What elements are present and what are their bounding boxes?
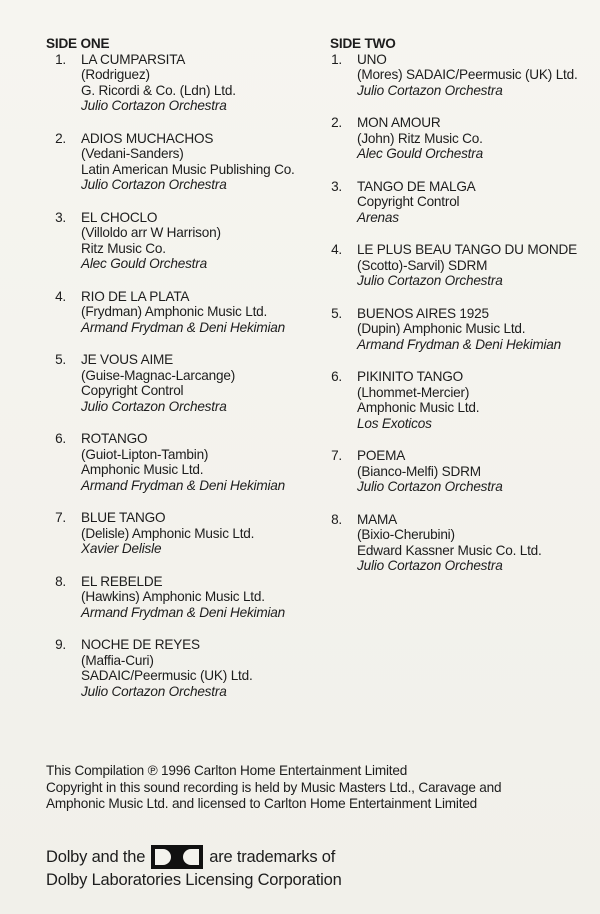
track-credit-line: (Bianco-Melfi) SDRM bbox=[357, 463, 481, 479]
track-number: 2. bbox=[331, 115, 342, 130]
track-artist: Julio Cortazon Orchestra bbox=[357, 273, 503, 288]
track-artist: Armand Frydman & Deni Hekimian bbox=[81, 604, 286, 620]
track-credit-line: Amphonic Music Ltd. bbox=[357, 400, 480, 415]
track-credit-line: (Dupin) Amphonic Music Ltd. bbox=[357, 321, 526, 336]
side-one-track-9 bbox=[46, 637, 316, 699]
track-number: 6. bbox=[331, 369, 342, 384]
side-one-track-8 bbox=[46, 574, 316, 621]
track-artist: Julio Cortazon Orchestra bbox=[81, 683, 227, 699]
track-details bbox=[357, 52, 598, 99]
track-number: 7. bbox=[331, 448, 342, 463]
track-title: BUENOS AIRES 1925 bbox=[357, 305, 489, 321]
track-credit-line: (Frydman) Amphonic Music Ltd. bbox=[81, 304, 268, 319]
side-one-title: SIDE ONE bbox=[46, 36, 110, 51]
track-details bbox=[357, 306, 598, 353]
copyright-notice bbox=[46, 763, 566, 813]
track-title: POEMA bbox=[357, 448, 406, 463]
side-one-track-7 bbox=[46, 510, 316, 557]
copyright-line: Copyright in this sound recording is held by Music Masters Ltd., Caravage and bbox=[46, 779, 502, 795]
track-details bbox=[81, 431, 316, 493]
dolby-text-before: Dolby and the bbox=[46, 847, 146, 866]
track-credit-line: Edward Kassner Music Co. Ltd. bbox=[357, 542, 542, 558]
track-artist: Julio Cortazon Orchestra bbox=[81, 98, 227, 113]
track-title: LA CUMPARSITA bbox=[81, 51, 186, 67]
dolby-double-d-icon bbox=[151, 845, 203, 869]
side-one-track-1 bbox=[46, 52, 316, 114]
track-artist: Julio Cortazon Orchestra bbox=[357, 82, 503, 98]
track-details bbox=[357, 369, 598, 431]
track-number: 1. bbox=[55, 51, 66, 67]
track-title: TANGO DE MALGA bbox=[357, 178, 476, 194]
track-details bbox=[81, 210, 316, 272]
track-details bbox=[81, 131, 316, 193]
track-details bbox=[357, 242, 598, 289]
track-details bbox=[81, 352, 316, 414]
track-credit-line: Ritz Music Co. bbox=[81, 240, 166, 256]
track-details bbox=[81, 637, 316, 699]
track-credit-line: (Guiot-Lipton-Tambin) bbox=[81, 446, 209, 462]
track-title: ADIOS MUCHACHOS bbox=[81, 130, 214, 146]
track-artist: Arenas bbox=[357, 209, 399, 225]
side-two-track-8 bbox=[330, 512, 598, 574]
track-credit-line: SADAIC/Peermusic (UK) Ltd. bbox=[81, 668, 253, 683]
track-number: 6. bbox=[55, 431, 66, 446]
track-number: 2. bbox=[55, 130, 66, 146]
track-credit-line: (Maffia-Curi) bbox=[81, 652, 154, 668]
track-number: 4. bbox=[55, 288, 66, 304]
track-credit-line: (John) Ritz Music Co. bbox=[357, 130, 483, 146]
track-credit-line: (Bixio-Cherubini) bbox=[357, 527, 455, 542]
track-credit-line: (Hawkins) Amphonic Music Ltd. bbox=[81, 589, 265, 604]
track-number: 3. bbox=[331, 178, 342, 194]
track-title: NOCHE DE REYES bbox=[81, 637, 200, 652]
track-details bbox=[357, 179, 598, 226]
track-artist: Julio Cortazon Orchestra bbox=[81, 177, 227, 192]
side-one-track-3 bbox=[46, 210, 316, 272]
track-credit-line: (Vedani-Sanders) bbox=[81, 146, 184, 161]
track-credit-line: (Lhommet-Mercier) bbox=[357, 384, 470, 400]
side-one-track-4 bbox=[46, 289, 316, 336]
side-two-track-1 bbox=[330, 52, 598, 99]
track-credit-line: Copyright Control bbox=[81, 383, 184, 398]
track-number: 8. bbox=[55, 573, 66, 589]
compilation-line: This Compilation ℗ 1996 Carlton Home Entertainment Limited bbox=[46, 763, 408, 778]
track-credit-line: Amphonic Music Ltd. bbox=[81, 462, 204, 477]
track-details bbox=[81, 52, 316, 114]
track-details bbox=[357, 448, 598, 495]
track-title: EL REBELDE bbox=[81, 573, 163, 589]
track-artist: Armand Frydman & Deni Hekimian bbox=[81, 319, 286, 335]
track-title: UNO bbox=[357, 51, 387, 67]
track-artist: Los Exoticos bbox=[357, 415, 432, 431]
track-artist: Armand Frydman & Deni Hekimian bbox=[357, 336, 562, 352]
track-number: 9. bbox=[55, 637, 66, 652]
track-credit-line: (Rodriguez) bbox=[81, 67, 150, 82]
track-artist: Julio Cortazon Orchestra bbox=[81, 398, 227, 414]
side-two-track-5 bbox=[330, 306, 598, 353]
track-artist: Julio Cortazon Orchestra bbox=[357, 479, 503, 494]
track-artist: Alec Gould Orchestra bbox=[81, 256, 207, 271]
side-one-track-5 bbox=[46, 352, 316, 414]
side-one bbox=[46, 36, 316, 716]
track-title: MAMA bbox=[357, 511, 397, 527]
track-number: 3. bbox=[55, 209, 66, 225]
dolby-trademark bbox=[46, 845, 566, 892]
track-title: JE VOUS AIME bbox=[81, 352, 174, 367]
track-artist: Julio Cortazon Orchestra bbox=[357, 558, 503, 573]
side-one-track-6 bbox=[46, 431, 316, 493]
track-credit-line: (Scotto)-Sarvil) SDRM bbox=[357, 257, 488, 273]
track-title: PIKINITO TANGO bbox=[357, 369, 463, 384]
track-details bbox=[357, 512, 598, 574]
dolby-text-after: are trademarks of bbox=[209, 847, 336, 866]
side-two-track-2 bbox=[330, 115, 598, 162]
side-one-track-2 bbox=[46, 131, 316, 193]
track-title: MON AMOUR bbox=[357, 115, 441, 130]
track-artist: Xavier Delisle bbox=[81, 541, 162, 556]
track-credit-line: Copyright Control bbox=[357, 194, 460, 209]
dolby-licensing-line: Dolby Laboratories Licensing Corporation bbox=[46, 871, 342, 889]
track-credit-line: G. Ricordi & Co. (Ldn) Ltd. bbox=[81, 82, 236, 98]
track-number: 8. bbox=[331, 511, 342, 527]
side-two-track-4 bbox=[330, 242, 598, 289]
side-two-track-7 bbox=[330, 448, 598, 495]
track-credit-line: (Mores) SADAIC/Peermusic (UK) Ltd. bbox=[357, 67, 578, 82]
track-number: 4. bbox=[331, 242, 342, 257]
track-number: 5. bbox=[55, 352, 66, 367]
track-number: 7. bbox=[55, 510, 66, 525]
track-details bbox=[81, 289, 316, 336]
license-line: Amphonic Music Ltd. and licensed to Carlton Home Entertainment Limited bbox=[46, 796, 478, 811]
track-title: EL CHOCLO bbox=[81, 209, 158, 225]
track-details bbox=[81, 510, 316, 557]
track-artist: Alec Gould Orchestra bbox=[357, 146, 483, 161]
track-details bbox=[81, 574, 316, 621]
track-title: LE PLUS BEAU TANGO DU MONDE bbox=[357, 242, 577, 257]
side-two bbox=[330, 36, 598, 591]
track-title: ROTANGO bbox=[81, 431, 148, 446]
track-title: BLUE TANGO bbox=[81, 510, 166, 525]
track-credit-line: Latin American Music Publishing Co. bbox=[81, 161, 295, 177]
track-credit-line: (Guise-Magnac-Larcange) bbox=[81, 367, 236, 383]
track-title: RIO DE LA PLATA bbox=[81, 288, 190, 304]
side-two-track-3 bbox=[330, 179, 598, 226]
track-details bbox=[357, 115, 598, 162]
track-number: 5. bbox=[331, 305, 342, 321]
side-two-title: SIDE TWO bbox=[330, 36, 396, 51]
track-number: 1. bbox=[331, 51, 342, 67]
track-credit-line: (Villoldo arr W Harrison) bbox=[81, 225, 221, 240]
side-two-track-6 bbox=[330, 369, 598, 431]
track-credit-line: (Delisle) Amphonic Music Ltd. bbox=[81, 525, 255, 541]
track-artist: Armand Frydman & Deni Hekimian bbox=[81, 477, 286, 493]
